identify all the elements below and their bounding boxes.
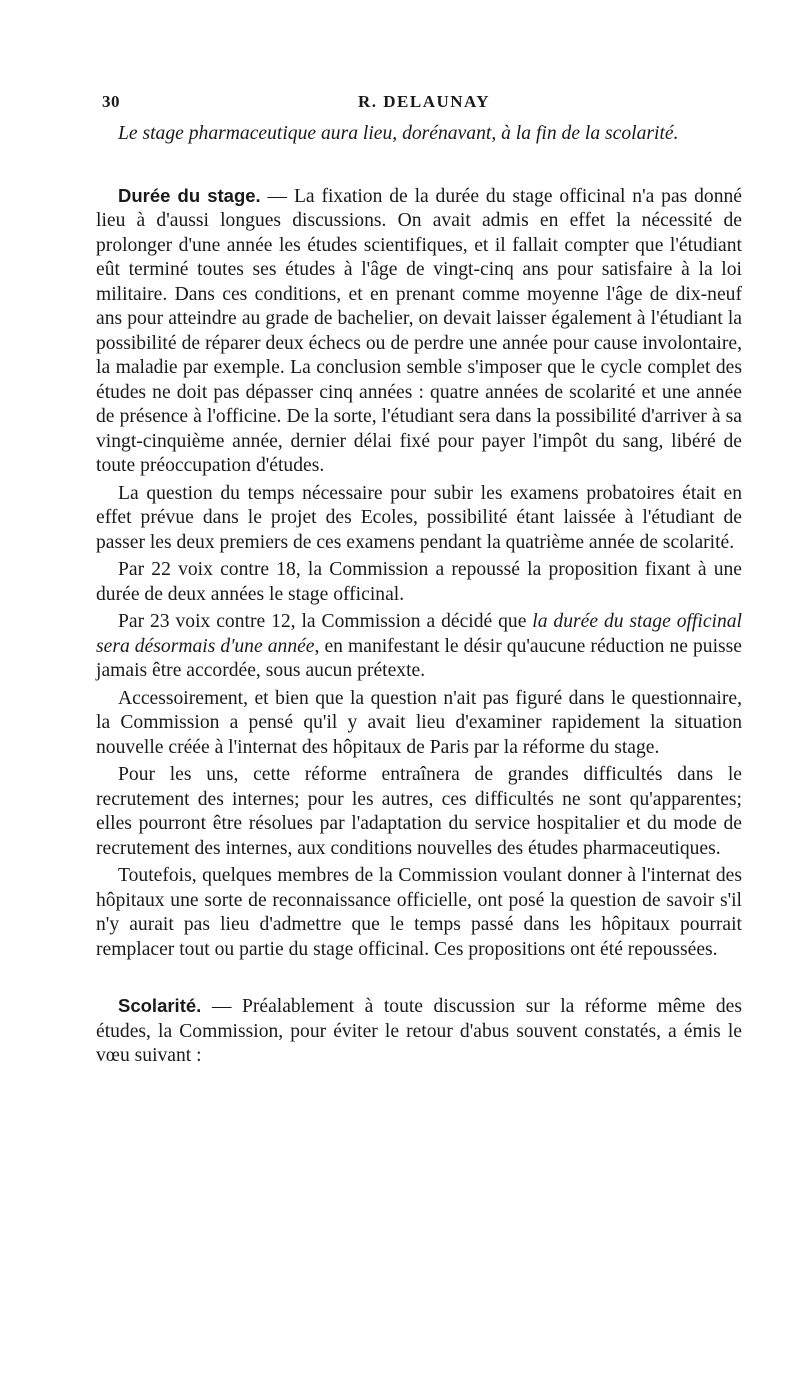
paragraph-examens: La question du temps nécessaire pour subir les examens probatoires était en effet prévue dans le projet des Ecoles, possibilité étant laissée à l'étudiant de passer les deux premiers de ces examens pendant la quatrième année de scolarité. (96, 482, 742, 553)
paragraph-reconnaissance: Toutefois, quelques membres de la Commission voulant donner à l'internat des hôpitaux une sorte de reconnaissance officielle, ont posé la question de savoir s'il n'y aurait pas lieu d'admettre que le temps passé dans les hôpitaux pourrait remplacer tout ou partie du stage officinal. Ces propositions ont été repoussées. (96, 865, 742, 960)
document-page (96, 88, 742, 1072)
paragraph-internat: Accessoirement, et bien que la question n'ait pas figuré dans le questionnaire, la Commission a pensé qu'il y avait lieu d'examiner rapidement la situation nouvelle créée à l'internat des hôpitaux de Paris par la réforme du stage. (96, 687, 742, 758)
intro-paragraph: Le stage pharmaceutique aura lieu, dorénavant, à la fin de la scolarité. (118, 123, 679, 144)
section-text-duree: — La fixation de la durée du stage officinal n'a pas donné lieu à d'aussi longues discussions. On avait admis en effet la nécessité de prolonger d'une année les études scientifiques, et il fallait compter que l'étudiant eût terminé toutes ses études à l'âge de vingt-cinq ans pour satisfaire à la loi militaire. Dans ces conditions, et en prenant comme moyenne l'âge de dix-neuf ans pour atteindre au grade de bachelier, on devait laisser également à l'étudiant la possibilité de réparer deux échecs ou de perdre une année pour cause involontaire, la maladie par exemple. La conclusion semble s'imposer que le cycle complet des études ne doit pas dépasser cinq années : quatre années de scolarité et une année de présence à l'officine. De la sorte, l'étudiant sera dans la possibilité d'arriver à sa vingt-cinquième année, dernier délai fixé pour payer l'impôt du sang, libéré de toute préoccupation d'études. (96, 185, 742, 476)
paragraph-recrutement: Pour les uns, cette réforme entraînera de grandes difficultés dans le recrutement des internes; pour les autres, ces difficultés ne sont qu'apparentes; elles pourront être résolues par l'adaptation du service hospitalier et du mode de recrutement des internes, aux conditions nouvelles des études pharmaceutiques. (96, 764, 742, 859)
paragraph-vote-23 (96, 610, 742, 684)
page-header (96, 88, 742, 122)
paragraph-vote-23-start: Par 23 voix contre 12, la Commission a décidé que (118, 611, 533, 632)
page-number: 30 (102, 92, 120, 111)
paragraph-vote-23-emphasis: la durée du stage officinal sera désormais d'une année (96, 611, 742, 657)
section-duree-du-stage (96, 184, 742, 479)
paragraph-vote-22: Par 22 voix contre 18, la Commission a repoussé la proposition fixant à une durée de deux années le stage officinal. (96, 559, 742, 605)
section-title-scolarite: Scolarité. (118, 995, 202, 1016)
section-title-duree: Durée du stage. (118, 184, 261, 206)
paragraph-vote-23-end: , en manifestant le désir qu'aucune réduction ne puisse jamais être accordée, sous aucun prétexte. (96, 635, 742, 681)
section-scolarite (96, 994, 742, 1069)
section-text-scolarite: — Préalablement à toute discussion sur la réforme même des études, la Commission, pour éviter le retour d'abus souvent constatés, a émis le vœu suivant : (96, 996, 742, 1066)
running-head: R. DELAUNAY (358, 92, 491, 111)
